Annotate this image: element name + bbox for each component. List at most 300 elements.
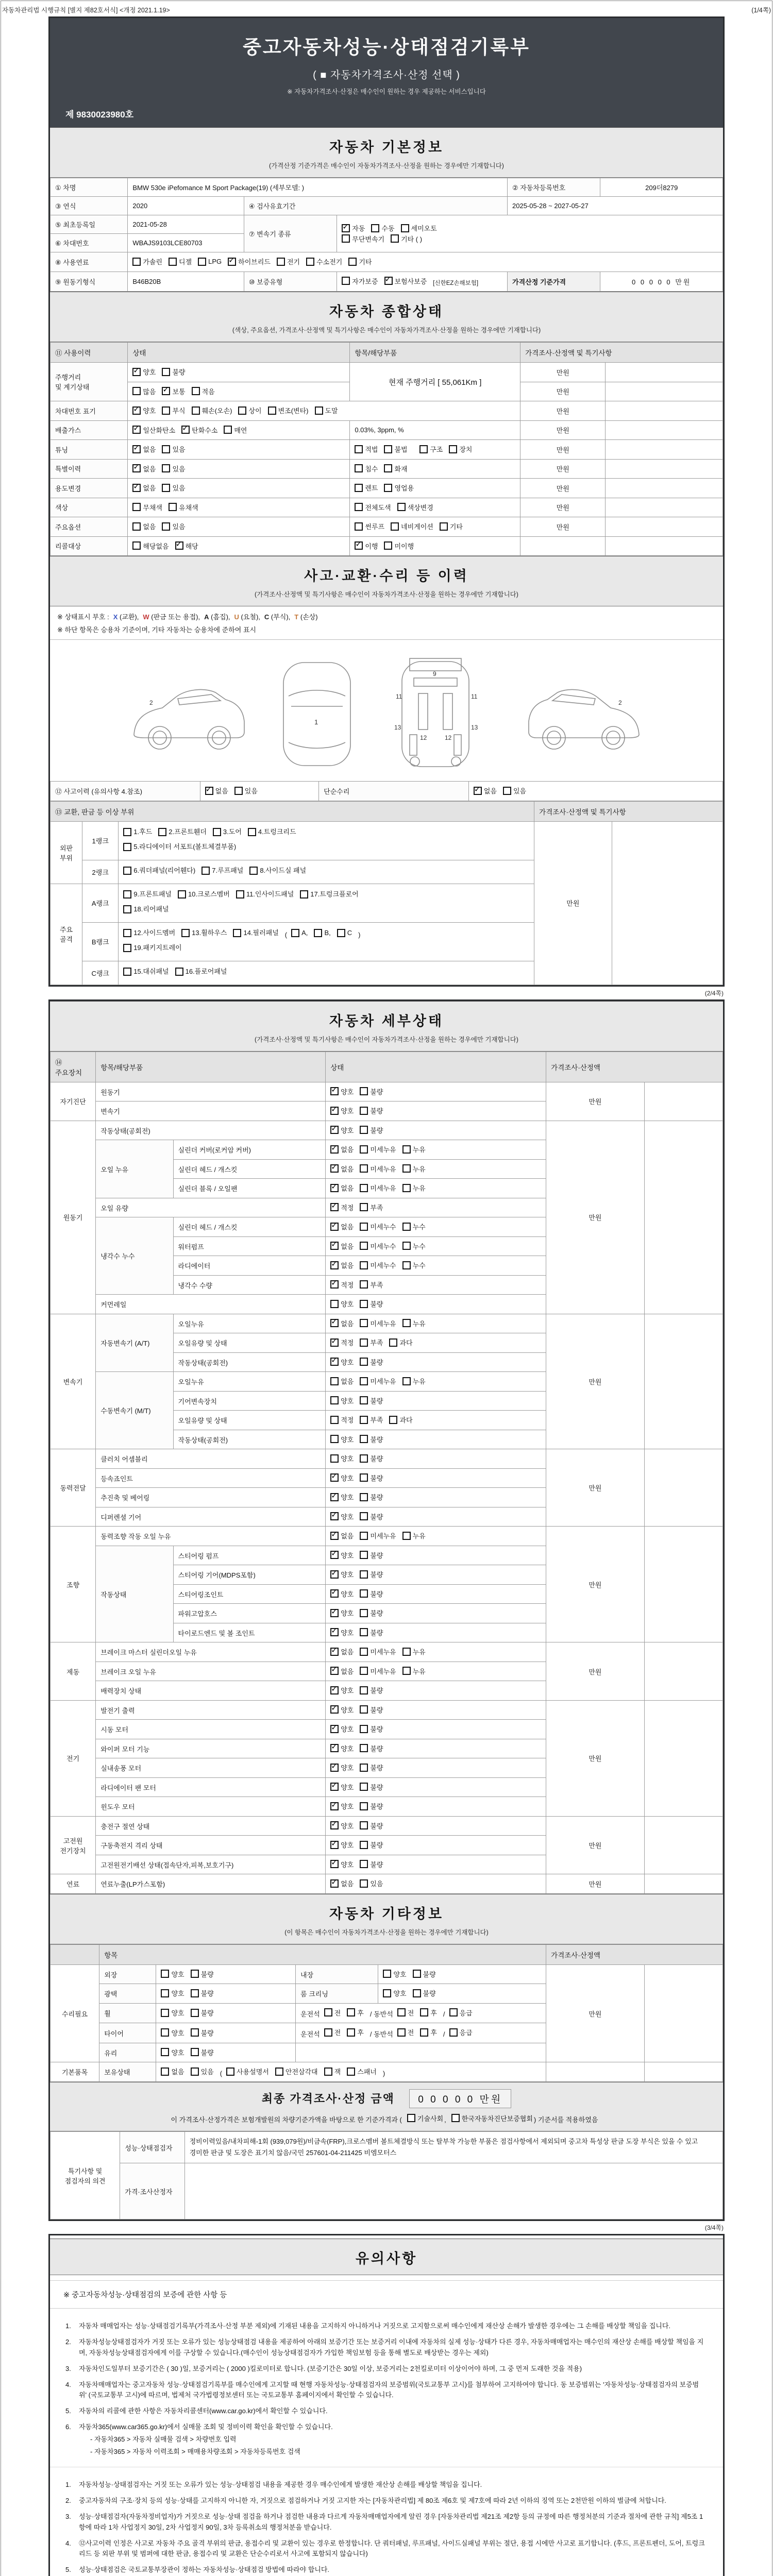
checkbox-option[interactable]: 불량 (360, 1299, 383, 1309)
checkbox-option[interactable]: ✓ 적정 (330, 1337, 354, 1347)
regulation-line (1, 1, 772, 16)
checkbox-option[interactable]: 16.플로어패널 (175, 965, 227, 978)
checkbox-option[interactable]: 있음 (234, 786, 258, 795)
checkbox-option[interactable]: ✓ 양호 (330, 1608, 354, 1618)
checkbox-option[interactable]: 1.후드 (123, 826, 152, 839)
checkbox-option[interactable]: ✓ 양호 (330, 1705, 354, 1715)
checked-box-icon (330, 1841, 339, 1849)
checkbox-option[interactable]: 부족 (360, 1415, 383, 1425)
unchecked-box-icon (413, 1989, 421, 1997)
checkbox-option[interactable]: ✓ 양호 (330, 1782, 354, 1792)
checked-box-icon (330, 1725, 339, 1733)
detail-table (50, 1052, 723, 1894)
checkbox-option[interactable]: ✓ 이행 (355, 541, 378, 551)
unchecked-box-icon (360, 1107, 368, 1115)
checked-box-icon (330, 1338, 339, 1347)
checkbox-option[interactable]: 15.대쉬패널 (123, 965, 169, 978)
checkbox-option[interactable]: 6.쿼더패널(리어휀다) (123, 865, 195, 877)
table-row: 변속기 자동변속기 (A/T) 오일누유 ✓ 없음 미세누유 누유 만원 (51, 1314, 723, 1333)
unchecked-box-icon (360, 1416, 368, 1424)
checkbox-option[interactable]: 누유 (402, 1666, 426, 1676)
checkbox-option[interactable]: ✓ 탄화수소 (181, 425, 217, 435)
checkbox-option[interactable]: A, (291, 927, 308, 940)
checked-box-icon (132, 426, 141, 434)
checkbox-option[interactable]: 있음 (360, 1878, 383, 1888)
checkbox-option[interactable]: 적법 (355, 444, 378, 454)
checkbox-option[interactable]: 전기 (277, 257, 300, 266)
checkbox-option[interactable]: 미세누유 (360, 1183, 396, 1193)
checkbox-option[interactable]: ✓ 없음 (132, 464, 156, 473)
unchecked-box-icon (420, 2028, 428, 2037)
checkbox-option[interactable]: 불량 (191, 1988, 214, 1998)
checkbox-option[interactable]: 양호 (161, 2008, 184, 2018)
checkbox-option[interactable]: 수동 (371, 223, 394, 233)
checkbox-option[interactable]: 양호 (330, 1299, 354, 1309)
checkbox-option[interactable]: 렌트 (355, 483, 378, 493)
checkbox-option[interactable]: 적정 (330, 1415, 354, 1425)
checkbox-option[interactable]: ✓ 양호 (330, 1569, 354, 1579)
checkbox-option[interactable]: 누수 (402, 1260, 426, 1270)
table-row: 오일유량 및 상태 적정 부족 과다 (51, 1411, 723, 1430)
table-row: 라디에이터 ✓ 없음 미세누수 누수 (51, 1256, 723, 1276)
checkbox-option[interactable]: ✓ 없음 (330, 1241, 354, 1251)
checkbox-option[interactable]: 미세누수 (360, 1241, 396, 1251)
checkbox-option[interactable]: 후 (347, 2027, 364, 2037)
checkbox-option[interactable]: 불량 (360, 1087, 383, 1096)
checkbox-option[interactable]: ✓ 보통 (162, 386, 185, 396)
checkbox-option[interactable]: ✓ 양호 (330, 1801, 354, 1811)
checkbox-option[interactable]: 네비게이션 (391, 521, 433, 531)
checkbox-option[interactable]: ✓ 양호 (330, 1589, 354, 1599)
checkbox-option[interactable]: 자가보증 (342, 276, 378, 286)
unchecked-box-icon (191, 1989, 199, 1997)
checkbox-option[interactable]: 누유 (402, 1164, 426, 1174)
checkbox-option[interactable]: 안전삼각대 (275, 2066, 318, 2076)
checkbox-option[interactable]: 장치 (449, 444, 472, 454)
checkbox-option[interactable]: 불량 (360, 1550, 383, 1560)
unchecked-box-icon (161, 2067, 169, 2076)
checkbox-option[interactable]: 세미오토 (401, 223, 437, 233)
checkbox-option[interactable]: 무단변속기 (342, 234, 384, 244)
checkbox-option[interactable]: 불량 (360, 1859, 383, 1869)
checkbox-option[interactable]: 불법 (384, 444, 407, 454)
checkbox-option[interactable]: 해당없음 (132, 541, 169, 551)
checkbox-option[interactable]: 무채색 (132, 502, 162, 512)
checkbox-option[interactable]: ✓ 양호 (330, 1492, 354, 1502)
checkbox-option[interactable]: 불량 (360, 1492, 383, 1502)
checkbox-option[interactable]: ✓ 없음 (330, 1164, 354, 1174)
checkbox-option[interactable]: ✓ 없음 (132, 483, 156, 493)
final-price-note: 이 가격조사·산정가격은 보험개발원의 차량기준가액을 바탕으로 한 기준가격과 ( 기술사회 , 한국자동차진단보증협회 ) 기준서를 적용하였음 (55, 2113, 718, 2125)
checkbox-option[interactable]: 미세누유 (360, 1531, 396, 1540)
checkbox-option[interactable]: 불량 (360, 1396, 383, 1405)
checkbox-option[interactable]: 10.크로스멤버 (178, 888, 230, 901)
checked-box-icon (355, 541, 363, 550)
unchecked-box-icon (360, 1435, 368, 1443)
checkbox-option[interactable]: 양호 (383, 1969, 406, 1979)
checkbox-option[interactable]: 누수 (402, 1222, 426, 1231)
checkbox-option[interactable]: ✓ 양호 (330, 1125, 354, 1135)
checkbox-option[interactable]: ✓ 양호 (330, 1357, 354, 1367)
checkbox-option[interactable]: 잭 (324, 2066, 341, 2076)
checkbox-option[interactable]: 불량 (360, 1801, 383, 1811)
table-row: ⑫ 사고이력 (유의사항 4.참조) ✓ 없음 있음 단순수리 ✓ 없음 있음 (51, 782, 723, 801)
table-row: 전기 발전기 출력 ✓ 양호 불량 만원 (51, 1700, 723, 1720)
section-basic-note: (가격산정 기준가격은 매수인이 자동차가격조사·산정을 원하는 경우에만 기재합니다) (269, 162, 504, 170)
checkbox-option[interactable]: ✓ 없음 (330, 1318, 354, 1328)
checkbox-option[interactable]: ✓ 없음 (205, 786, 228, 795)
checkbox-option[interactable]: 불량 (360, 1569, 383, 1579)
checked-box-icon (330, 1783, 339, 1791)
checkbox-option[interactable]: 수소전기 (306, 257, 342, 266)
section-etc-title: 자동차 기타정보 (329, 1906, 444, 1922)
checkbox-option[interactable]: 매연 (224, 425, 247, 435)
checkbox-option[interactable]: 2.프론트휀더 (158, 826, 207, 839)
checkbox-option[interactable]: 미세누수 (360, 1260, 396, 1270)
checkbox-option[interactable]: ✓ 양호 (132, 367, 156, 377)
checkbox-option[interactable]: ✓ 보험사보증 (384, 276, 427, 286)
checkbox-option[interactable]: 과다 (389, 1415, 412, 1425)
unchecked-box-icon (407, 2114, 415, 2122)
checkbox-option[interactable]: 상이 (238, 405, 261, 415)
checkbox-option[interactable]: 있음 (162, 464, 185, 473)
checkbox-option[interactable]: 후 (347, 2008, 364, 2018)
checkbox-option[interactable]: ✓ 양호 (132, 405, 156, 415)
checkbox-option[interactable]: 있음 (503, 786, 526, 795)
checkbox-option[interactable]: 미세누유 (360, 1647, 396, 1656)
checkbox-option[interactable]: 사용설명서 (226, 2066, 269, 2076)
section-overall-head (50, 292, 723, 342)
checkbox-option[interactable]: 적음 (192, 386, 215, 396)
checked-box-icon (330, 1609, 339, 1617)
checkbox-option[interactable]: 없음 (161, 2066, 184, 2076)
unchecked-box-icon (360, 1628, 368, 1636)
checkbox-option[interactable]: 누유 (402, 1647, 426, 1656)
checkbox-option[interactable]: 12.사이드멤버 (123, 927, 175, 940)
table-row: 주행거리 및 계기상태 ✓ 양호 불량 현재 주행거리 [ 55,061Km ] 만원 (51, 363, 723, 382)
unchecked-box-icon (402, 1242, 411, 1250)
checkbox-option[interactable]: 구조 (419, 444, 443, 454)
unchecked-box-icon (162, 406, 170, 415)
table-row: 실린더 블록 / 오일팬 ✓ 없음 미세누유 누유 (51, 1179, 723, 1198)
checkbox-option[interactable]: ✓ 양호 (330, 1859, 354, 1869)
checkbox-option[interactable]: 스패너 (347, 2066, 377, 2076)
svg-text:2: 2 (618, 699, 622, 706)
svg-text:13: 13 (471, 724, 478, 731)
svg-text:13: 13 (394, 724, 401, 731)
checkbox-option[interactable]: 누유 (402, 1183, 426, 1193)
checkbox-option[interactable]: ✓ 양호 (330, 1106, 354, 1115)
checkbox-option[interactable]: 미세누유 (360, 1666, 396, 1676)
svg-text:1: 1 (314, 718, 318, 726)
checkbox-option[interactable]: ✓ 양호 (330, 1743, 354, 1753)
unchecked-box-icon (360, 1667, 368, 1675)
checkbox-option[interactable]: ✓ 양호 (330, 1628, 354, 1637)
checkbox-option[interactable]: ✓ 없음 (132, 444, 156, 454)
checkbox-option[interactable]: ✓ 양호 (330, 1821, 354, 1831)
exchange-rank-table (50, 801, 723, 985)
checkbox-option[interactable]: ✓ 양호 (330, 1762, 354, 1772)
checkbox-option[interactable]: 미세누유 (360, 1376, 396, 1386)
svg-text:2: 2 (149, 699, 153, 706)
checkbox-option[interactable]: 양호 (330, 1434, 354, 1444)
checkbox-option[interactable]: ✓ 없음 (330, 1647, 354, 1656)
checkbox-option[interactable]: 17.트렁크플로어 (300, 888, 358, 901)
checkbox-option[interactable]: 4.트렁크리드 (248, 826, 296, 839)
table-row: 실린더 헤드 / 개스킷 ✓ 없음 미세누유 누유 (51, 1159, 723, 1179)
checkbox-option[interactable]: ✓ 양호 (330, 1724, 354, 1734)
checkbox-option[interactable]: 불량 (191, 2008, 214, 2018)
checkbox-option[interactable]: 양호 (161, 2028, 184, 2038)
checkbox-option[interactable]: 부족 (360, 1337, 383, 1347)
checkbox-option[interactable]: 있음 (162, 444, 185, 454)
checkbox-option[interactable]: ✓ 자동 (342, 223, 365, 233)
checkbox-option[interactable]: 불량 (360, 1512, 383, 1521)
checkbox-option[interactable]: 기술사회 (407, 2113, 443, 2123)
checkbox-option[interactable]: 미세누수 (360, 1222, 396, 1231)
checkbox-option[interactable]: LPG (198, 258, 222, 266)
unchecked-box-icon (360, 1493, 368, 1501)
checkbox-option[interactable]: 기타 (348, 257, 372, 266)
unchecked-box-icon (384, 445, 392, 453)
checkbox-option[interactable]: 18.리어패널 (123, 903, 169, 916)
checkbox-option[interactable]: 있음 (162, 521, 185, 531)
checkbox-option[interactable]: 색상변경 (397, 502, 433, 512)
etc-table (50, 1944, 723, 2082)
svg-text:9: 9 (433, 670, 436, 677)
table-row: C랭크 15.대쉬패널 16.플로어패널 (51, 961, 723, 985)
checkbox-option[interactable]: 침수 (355, 464, 378, 473)
checkbox-option[interactable]: 9.프론트패널 (123, 888, 172, 901)
unchecked-box-icon (191, 1970, 199, 1978)
unchecked-box-icon (162, 464, 170, 472)
checkbox-option[interactable]: 양호 (161, 1988, 184, 1998)
table-row: 주요옵션 없음 있음 썬루프 네비게이션 기타 만원 (51, 517, 723, 537)
unchecked-box-icon (451, 2114, 460, 2122)
checkbox-option[interactable]: 기타 (440, 521, 463, 531)
checkbox-option[interactable]: 미세누유 (360, 1144, 396, 1154)
checkbox-option[interactable]: 불량 (360, 1357, 383, 1367)
page-subtitle: ( ■ 자동차가격조사·산정 선택 ) (313, 70, 460, 81)
unchecked-box-icon (300, 890, 308, 899)
checkbox-option[interactable]: ✓ 없음 (330, 1183, 354, 1193)
unchecked-box-icon (360, 1396, 368, 1404)
table-header-row: ⑪ 사용이력 상태 항목/해당부품 가격조사·산정액 및 특기사항 (51, 343, 723, 363)
checkbox-option[interactable]: 11.인사이드패널 (236, 888, 294, 901)
unchecked-box-icon (360, 1609, 368, 1617)
checkbox-option[interactable]: ✓ 해당 (175, 541, 198, 551)
checkbox-option[interactable]: 부족 (360, 1280, 383, 1290)
unchecked-box-icon (198, 258, 206, 266)
checkbox-option[interactable]: 썬루프 (355, 521, 384, 531)
checkbox-option[interactable]: 누유 (402, 1376, 426, 1386)
checkbox-option[interactable]: 불량 (360, 1743, 383, 1753)
checkbox-option[interactable]: 누수 (402, 1241, 426, 1251)
checkbox-option[interactable]: ✓ 양호 (330, 1087, 354, 1096)
checkbox-option[interactable]: ✓ 없음 (330, 1144, 354, 1154)
checkbox-option[interactable]: ✓ 적정 (330, 1280, 354, 1290)
checkbox-option[interactable]: ✓ 양호 (330, 1473, 354, 1483)
block-main (48, 16, 725, 987)
checkbox-option[interactable]: 변조(변타) (268, 405, 309, 415)
checkbox-option[interactable]: C (337, 927, 352, 940)
checkbox-option[interactable]: ✓ 일산화탄소 (132, 425, 175, 435)
table-row: 조향 동력조향 작동 오일 누유 ✓ 없음 미세누유 누유 만원 (51, 1527, 723, 1546)
checkbox-option[interactable]: 불량 (162, 367, 185, 377)
checkbox-option[interactable]: ✓ 없음 (330, 1260, 354, 1270)
checkbox-option[interactable]: 유채색 (169, 502, 198, 512)
unchecked-box-icon (355, 484, 363, 492)
checkbox-option[interactable]: 도말 (315, 405, 338, 415)
checkbox-option[interactable]: 후 (420, 2027, 437, 2037)
checkbox-option[interactable]: 불량 (360, 1628, 383, 1637)
checkbox-option[interactable]: 불량 (191, 1969, 214, 1979)
section-detail-title: 자동차 세부상태 (329, 1013, 444, 1029)
checkbox-option[interactable]: 부족 (360, 1202, 383, 1212)
checkbox-option[interactable]: ✓ 없음 (330, 1222, 354, 1231)
unchecked-box-icon (449, 2028, 458, 2037)
table-row: B랭크 12.사이드멤버 13.휠하우스 14.필러패널 ( A, B, C ) 19.패키지트레이 (51, 922, 723, 961)
checkbox-option[interactable]: 누유 (402, 1531, 426, 1540)
accident-history-table (50, 781, 723, 801)
table-row: 배력장치 상태 ✓ 양호 불량 (51, 1681, 723, 1701)
checkbox-option[interactable]: 5.라디에이터 서포트(볼트체결부품) (123, 841, 236, 854)
checkbox-option[interactable]: ✓ 양호 (330, 1685, 354, 1695)
checkbox-option[interactable]: 불량 (191, 2028, 214, 2038)
checkbox-option[interactable]: 후 (420, 2008, 437, 2018)
checkbox-option[interactable]: 14.필러패널 (233, 927, 278, 940)
checkbox-option[interactable]: 7.루프패널 (201, 865, 243, 877)
opinion-table (50, 2131, 723, 2219)
checkbox-option[interactable]: 불량 (360, 1453, 383, 1463)
checkbox-option[interactable]: ✓ 양호 (330, 1840, 354, 1850)
checkbox-option[interactable]: 양호 (330, 1396, 354, 1405)
checkbox-option[interactable]: 응급 (449, 2027, 473, 2037)
checkbox-option[interactable]: 전 (397, 2027, 414, 2037)
unchecked-box-icon (384, 484, 392, 492)
checkbox-option[interactable]: 불량 (360, 1106, 383, 1115)
checkbox-option[interactable]: 양호 (161, 1969, 184, 1979)
checkbox-option[interactable]: 영업용 (384, 483, 414, 493)
checkbox-option[interactable]: ✓ 양호 (330, 1512, 354, 1521)
checkbox-option[interactable]: 있음 (162, 483, 185, 493)
checked-box-icon (330, 1319, 339, 1327)
checkbox-option[interactable]: 디젤 (169, 257, 192, 266)
checkbox-option[interactable]: 훼손(오손) (192, 405, 232, 415)
checkbox-option[interactable]: ✓ 양호 (330, 1550, 354, 1560)
notices-sec1-list (50, 2309, 723, 2467)
table-header-row: ⑭ 주요장치 항목/해당부품 상태 가격조사·산정액 (51, 1052, 723, 1082)
checkbox-option[interactable]: 불량 (191, 2047, 214, 2057)
checkbox-option[interactable]: ✓ 하이브리드 (228, 257, 271, 266)
checkbox-option[interactable]: 불량 (360, 1821, 383, 1831)
checkbox-option[interactable]: 화재 (384, 464, 407, 473)
checkbox-option[interactable]: 양호 (161, 2047, 184, 2057)
checkbox-option[interactable]: ✓ 없음 (330, 1666, 354, 1676)
checkbox-option[interactable]: 미이행 (384, 541, 414, 551)
unchecked-box-icon (162, 445, 170, 453)
checkbox-option[interactable]: 없음 (330, 1376, 354, 1386)
checkbox-option[interactable]: ✓ 적정 (330, 1202, 354, 1212)
checkbox-option[interactable]: 13.휠하우스 (181, 927, 227, 940)
checkbox-option[interactable]: ✓ 없음 (330, 1531, 354, 1540)
checkbox-option[interactable]: 불량 (360, 1782, 383, 1792)
table-row: 특별이력 ✓ 없음 있음 침수 화재 만원 (51, 459, 723, 479)
checked-box-icon (330, 1280, 339, 1289)
checkbox-option[interactable]: 불량 (360, 1685, 383, 1695)
checkbox-option[interactable]: 전 (324, 2008, 341, 2018)
checkbox-option[interactable]: 기타 ( ) (391, 234, 422, 244)
unchecked-box-icon (355, 464, 363, 472)
checkbox-option[interactable]: 미세누유 (360, 1164, 396, 1174)
checkbox-option[interactable]: ✓ 없음 (474, 786, 497, 795)
unchecked-box-icon (360, 1764, 368, 1772)
table-row: 스티어링 기어(MDPS포함) ✓ 양호 불량 (51, 1565, 723, 1585)
table-row: ⑧ 사용연료 가솔린 디젤 LPG ✓ 하이브리드 전기 수소전기 기타 (51, 252, 723, 272)
table-row: 실내송풍 모터 ✓ 양호 불량 (51, 1758, 723, 1778)
checkbox-option[interactable]: 양호 (330, 1453, 354, 1463)
unchecked-box-icon (384, 464, 392, 472)
checkbox-option[interactable]: 과다 (389, 1337, 412, 1347)
checked-box-icon (330, 1223, 339, 1231)
unchecked-box-icon (330, 1396, 339, 1404)
unchecked-box-icon (360, 1841, 368, 1849)
checkbox-option[interactable]: 불량 (360, 1125, 383, 1135)
checkbox-option[interactable]: 전 (324, 2027, 341, 2037)
checkbox-option[interactable]: 3.도어 (213, 826, 242, 839)
table-row: 제동 브레이크 마스터 실린더오일 누유 ✓ 없음 미세누유 누유 만원 (51, 1642, 723, 1662)
unchecked-box-icon (360, 1203, 368, 1211)
checkbox-option[interactable]: 양호 (383, 1988, 406, 1998)
unchecked-box-icon (503, 787, 511, 795)
table-row: 윈도우 모터 ✓ 양호 불량 (51, 1797, 723, 1817)
checkbox-option[interactable]: 불량 (360, 1705, 383, 1715)
checkbox-option[interactable]: 불량 (360, 1473, 383, 1483)
checkbox-option[interactable]: 불량 (360, 1762, 383, 1772)
unchecked-box-icon (449, 2008, 458, 2016)
checkbox-option[interactable]: 불량 (413, 1969, 436, 1979)
section-accident-note: (가격조사·산정액 및 특기사항은 매수인이 자동차가격조사·산정을 원하는 경우에만 기재합니다) (255, 591, 518, 598)
checkbox-option[interactable]: 불량 (360, 1434, 383, 1444)
checkbox-option[interactable]: B, (314, 927, 330, 940)
checkbox-option[interactable]: 있음 (191, 2066, 214, 2076)
checkbox-option[interactable]: 없음 (132, 521, 156, 531)
checkbox-option[interactable]: 불량 (360, 1724, 383, 1734)
checkbox-option[interactable]: 한국자동차진단보증협회 (451, 2113, 533, 2123)
checkbox-option[interactable]: 19.패키지트레이 (123, 942, 181, 955)
unchecked-box-icon (413, 1970, 421, 1978)
checkbox-option[interactable]: 전 (397, 2008, 414, 2018)
checkbox-option[interactable]: 가솔린 (132, 257, 162, 266)
checkbox-option[interactable]: ✓ 없음 (330, 1878, 354, 1888)
notice-item: 3. 자동차인도일부터 보증기간은 ( 30 )일, 보증거리는 ( 2000 )킬로미터로 합니다. (보증기간은 30일 이상, 보증거리는 2천킬로미터 이상이어야 하며, 그 중 먼저 도래한 것을 적용) (65, 2364, 582, 2372)
checked-box-icon (132, 445, 141, 453)
checkbox-option[interactable]: 누유 (402, 1144, 426, 1154)
checkbox-option[interactable]: 누유 (402, 1318, 426, 1328)
checkbox-option[interactable]: 8.사이드실 패널 (249, 865, 306, 877)
checkbox-option[interactable]: 미세누유 (360, 1318, 396, 1328)
checkbox-option[interactable]: 전체도색 (355, 502, 391, 512)
checkbox-option[interactable]: 응급 (449, 2008, 473, 2018)
checkbox-option[interactable]: 부식 (162, 405, 185, 415)
checkbox-option[interactable]: 불량 (413, 1988, 436, 1998)
section-notices-title: 유의사항 (355, 2251, 418, 2267)
table-row: 디퍼렌셜 기어 ✓ 양호 불량 (51, 1507, 723, 1527)
checkbox-option[interactable]: 불량 (360, 1840, 383, 1850)
checkbox-option[interactable]: 많음 (132, 386, 156, 396)
checkbox-option[interactable]: 불량 (360, 1589, 383, 1599)
checkbox-option[interactable]: 불량 (360, 1608, 383, 1618)
